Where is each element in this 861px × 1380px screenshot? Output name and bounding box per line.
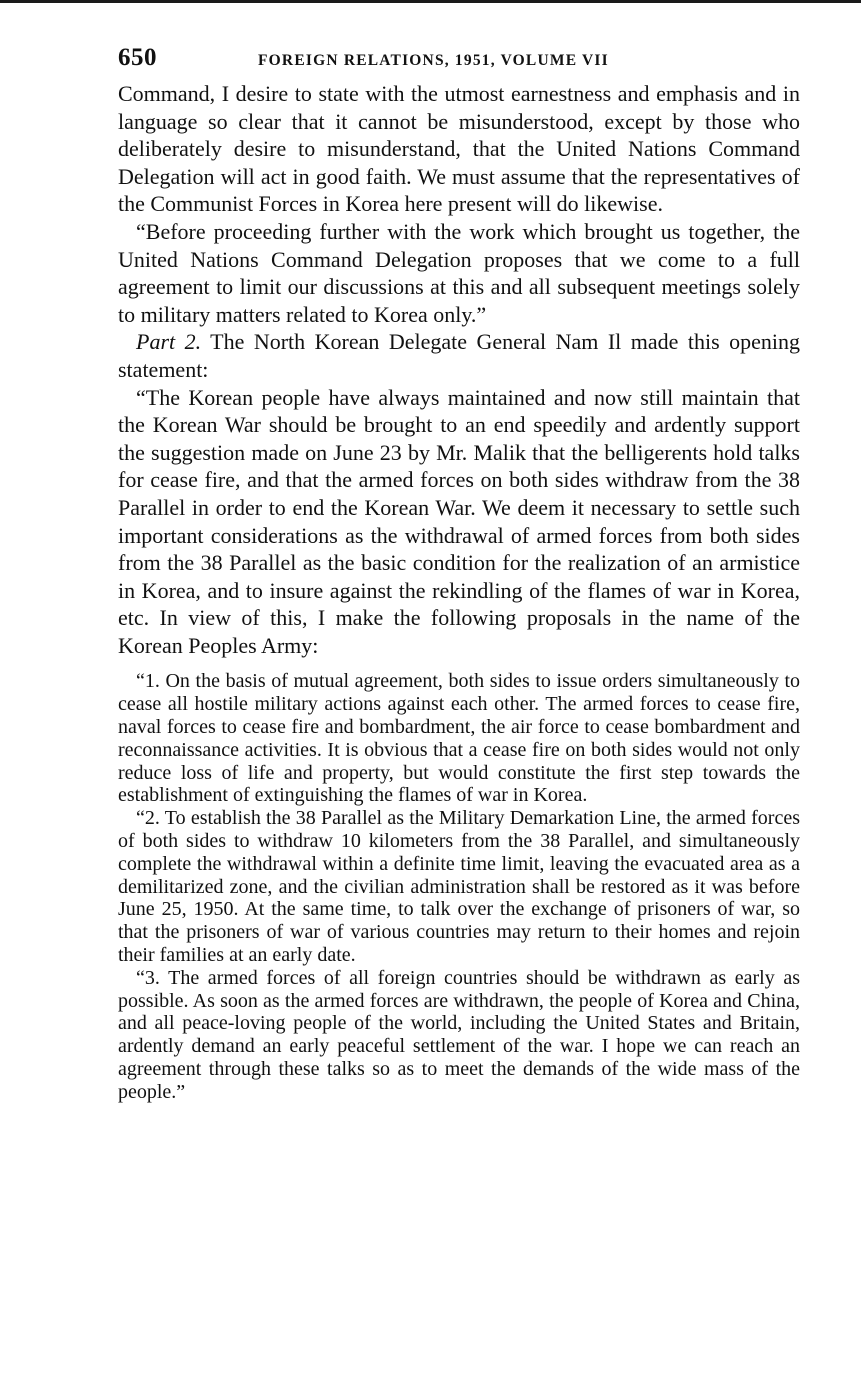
proposal-2: “2. To establish the 38 Parallel as the Military Demarkation Line, the armed forces of both sides to withdraw 10 kilometers from the 38 Parallel, and simultaneously complete the withdrawal within a definite time limit, leaving the evacuated area as a demilitarized zone, and the civilian administration shall be restored as it was before June 25, 1950. At the same time, to talk over the exchange of prisoners of war, so that the prisoners of war of various countries may return to their homes and rejoin their families at an early date. [118, 807, 800, 967]
proposal-3: “3. The armed forces of all foreign countries should be withdrawn as early as possible. As soon as the armed forces are withdrawn, the people of Korea and China, and all peace-loving people of the world, including the United States and Britain, ardently demand an early peaceful settlement of the war. I hope we can reach an agreement through these talks so as to meet the demands of the wide mass of the people.” [118, 966, 800, 1103]
part-label: Part 2. [136, 329, 202, 355]
proposals-block [118, 670, 800, 1103]
body-text [118, 80, 800, 659]
top-border-rule [0, 0, 861, 3]
paragraph-unc-proposal: “Before proceeding further with the work which brought us together, the United Nations Command Delegation proposes that we come to a full agreement to limit our discussions at this and all subsequent meetings solely to military matters related to Korea only.” [118, 218, 800, 327]
paragraph-continuation: Command, I desire to state with the utmost earnestness and emphasis and in language so clear that it cannot be misunderstood, except by those who deliberately desire to misunderstand, that the United Nations Command Delegation will act in good faith. We must assume that the representatives of the Communist Forces in Korea here present will do likewise. [118, 81, 800, 217]
document-page [118, 40, 800, 1104]
part-2-text: The North Korean Delegate General Nam Il made this opening statement: [118, 329, 800, 382]
running-head [118, 40, 800, 80]
paragraph-part-2 [118, 328, 800, 383]
page-number: 650 [118, 44, 157, 71]
paragraph-nam-il-statement: “The Korean people have always maintained and now still maintain that the Korean War should be brought to an end speedily and ardently support the suggestion made on June 23 by Mr. Malik that the belligerents hold talks for cease fire, and that the armed forces on both sides withdraw from the 38 Parallel in order to end the Korean War. We deem it necessary to settle such important considerations as the withdrawal of armed forces from both sides from the 38 Parallel as the basic condition for the realization of an armistice in Korea, and to insure against the rekindling of the flames of war in Korea, etc. In view of this, I make the following proposals in the name of the Korean Peoples Army: [118, 384, 800, 658]
running-title: FOREIGN RELATIONS, 1951, VOLUME VII [258, 52, 609, 69]
proposal-1: “1. On the basis of mutual agreement, both sides to issue orders simultaneously to cease all hostile military actions against each other. The armed forces to cease fire, naval forces to cease fire and bombardment, the air force to cease bombardment and reconnaissance activities. It is obvious that a cease fire on both sides would not only reduce loss of life and property, but would constitute the first step towards the establishment of extinguishing the flames of war in Korea. [118, 670, 800, 807]
